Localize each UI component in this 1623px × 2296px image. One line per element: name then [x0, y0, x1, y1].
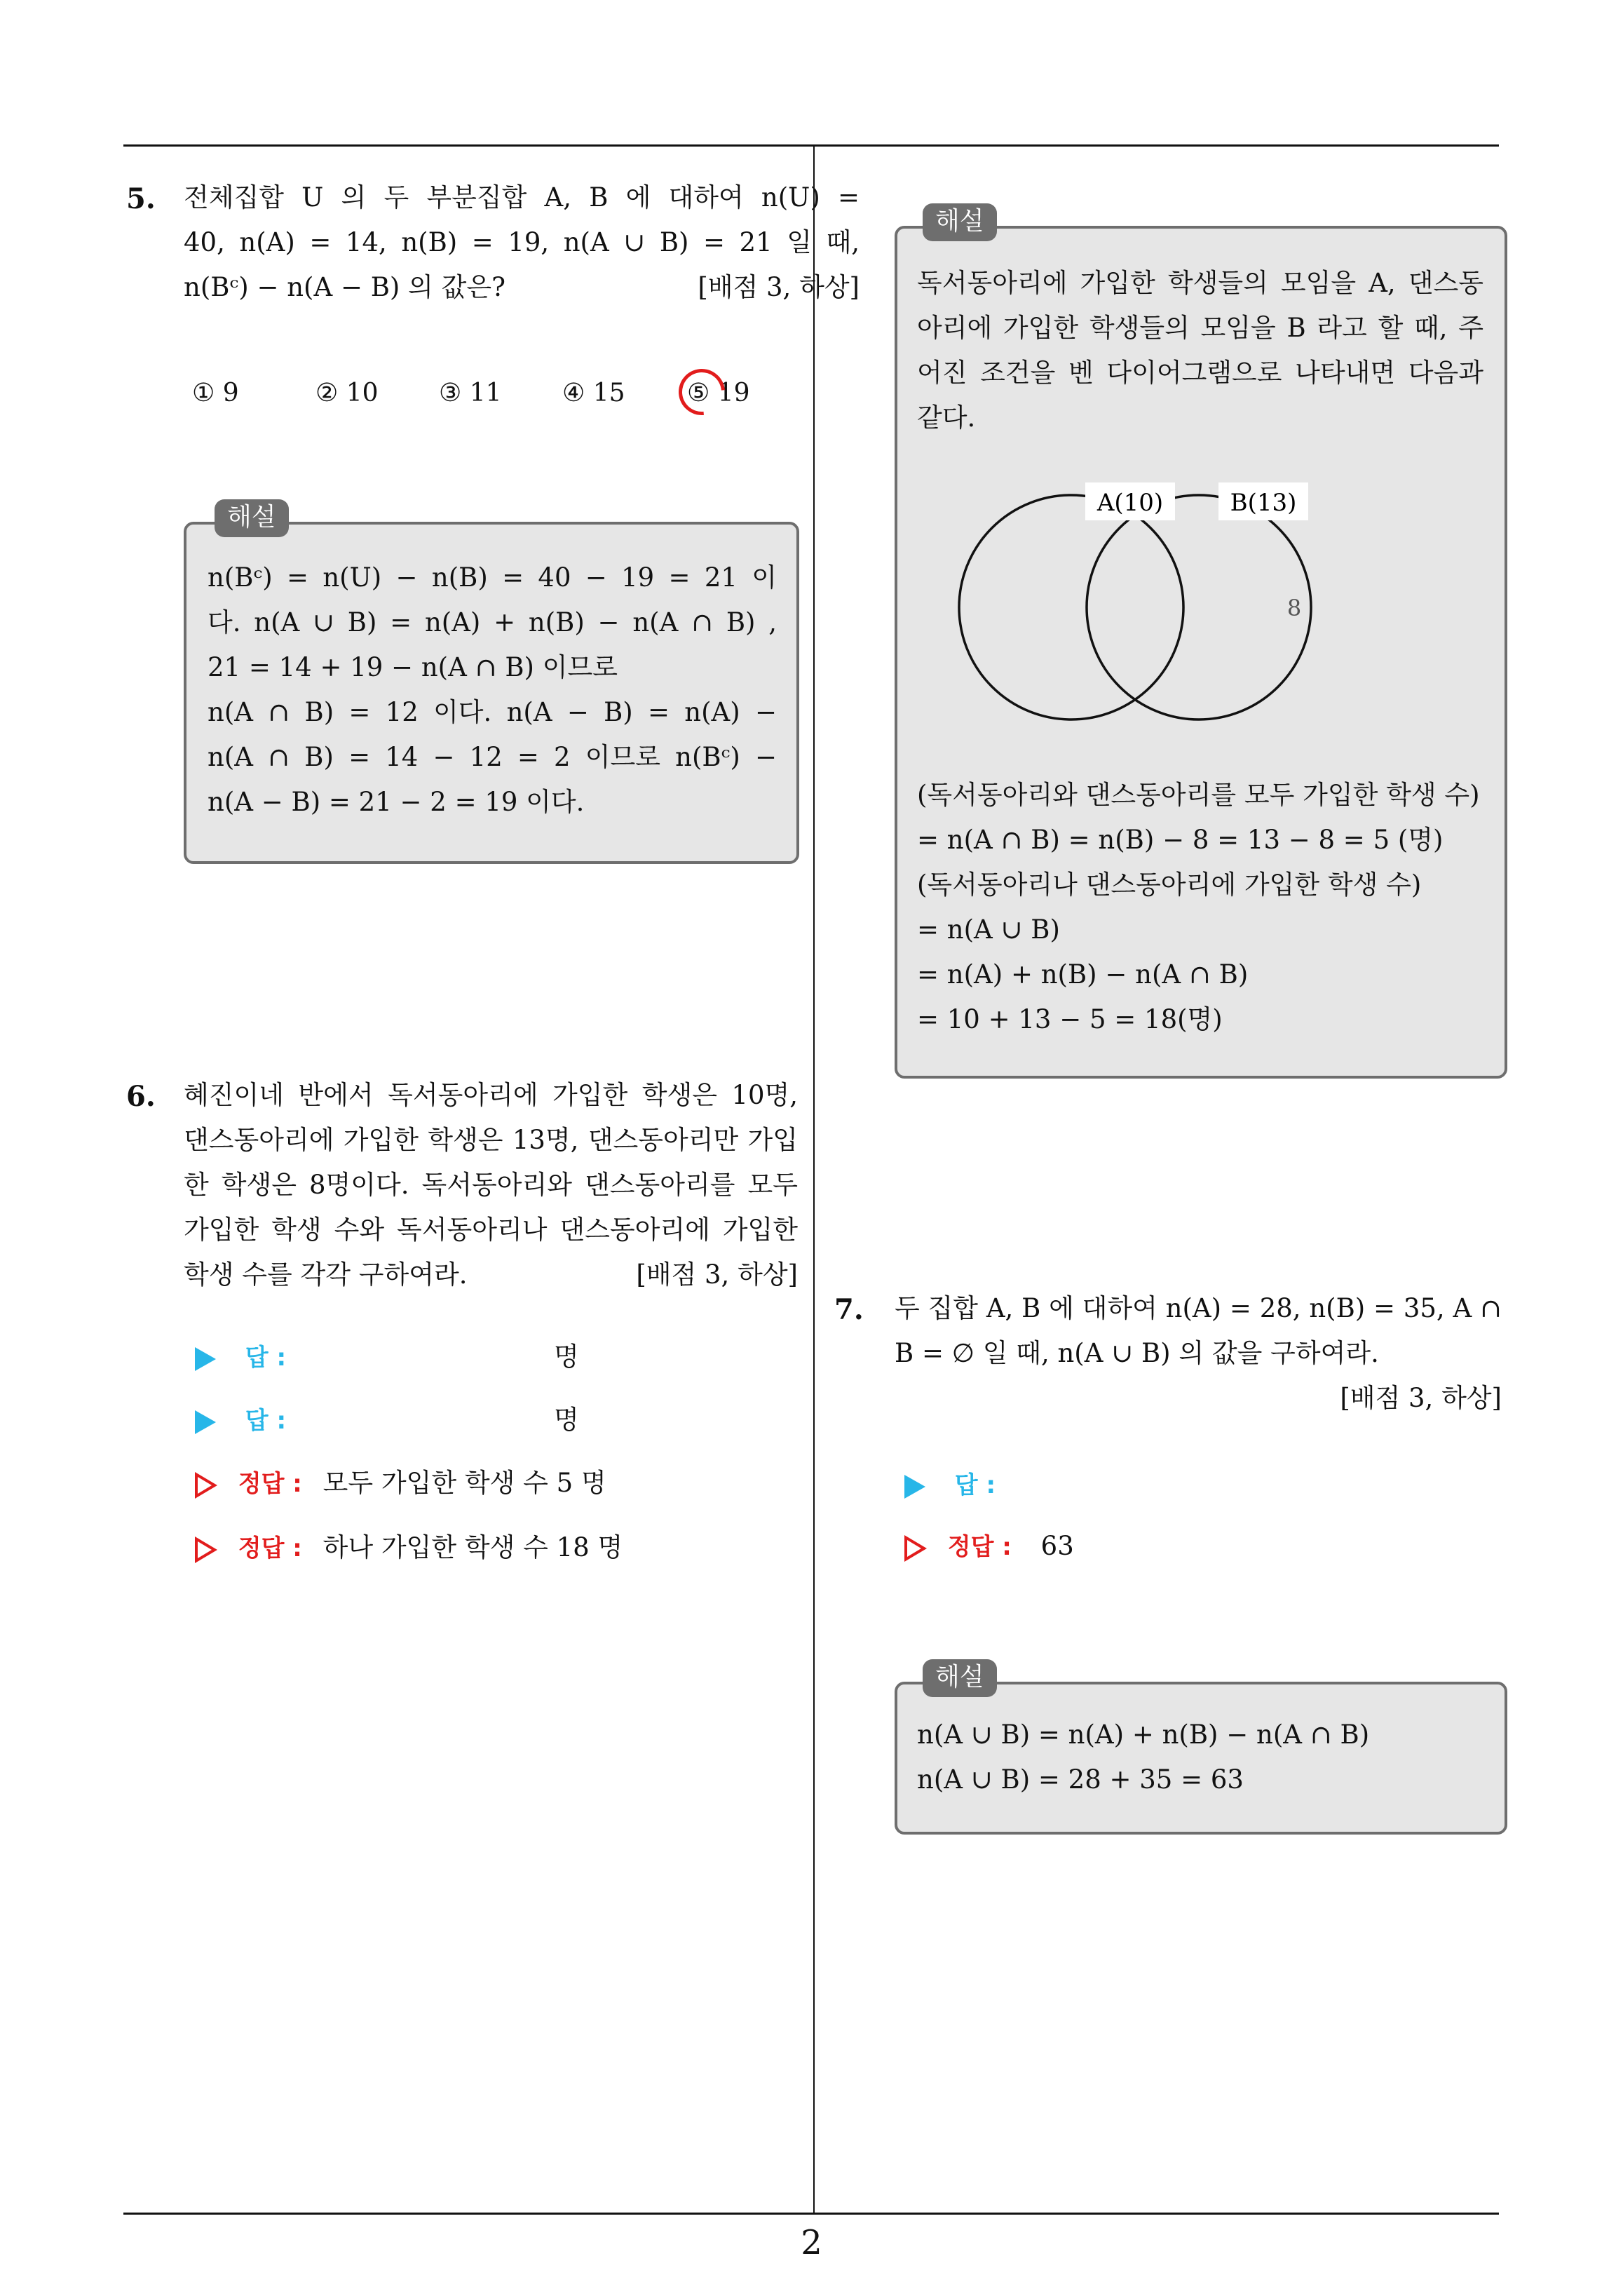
problem-text [184, 175, 860, 310]
problem-line: 댄스동아리에 가입한 학생은 13명, 댄스동아리만 가입 [184, 1125, 798, 1155]
correct-arrow-icon [195, 1537, 217, 1563]
solution-line: (독서동아리나 댄스동아리에 가입한 학생 수) [917, 870, 1422, 900]
solution-line: = n(A) + n(B) − n(A ∩ B) [917, 959, 1249, 990]
solution-line: 다. n(A ∪ B) = n(A) + n(B) − n(A ∩ B) , [208, 607, 777, 637]
solution-line: n(A ∩ B) = 14 − 12 = 2 이므로 n(Bᶜ) − [208, 742, 777, 772]
solution-line: = n(A ∩ B) = n(B) − 8 = 13 − 8 = 5 (명) [917, 825, 1444, 855]
correct-answer: 63 [1040, 1531, 1074, 1561]
solution-line: n(A ∪ B) = n(A) + n(B) − n(A ∩ B) [917, 1720, 1370, 1750]
solution-line: 독서동아리에 가입한 학생들의 모임을 A, 댄스동 [917, 268, 1483, 298]
choice-2[interactable]: ② 10 [315, 379, 379, 407]
venn-label-b: B(13) [1230, 489, 1297, 517]
score-label: [배점 3, 하상] [1340, 1383, 1502, 1413]
problem-number: 6. [126, 1080, 156, 1113]
solution-line: n(A − B) = 21 − 2 = 19 이다. [208, 787, 585, 817]
problem-text [895, 1286, 1502, 1421]
answer-unit: 명 [554, 1405, 579, 1435]
correct-label: 정답 : [238, 1470, 302, 1498]
solution-box-5 [184, 503, 799, 864]
problem-line [184, 265, 860, 310]
solution-box-6 [895, 207, 1507, 1079]
problem-line: 전체집합 U 의 두 부분집합 A, B 에 대하여 n(U) = [184, 182, 860, 212]
top-rule [123, 144, 1499, 147]
solution-line: n(A ∩ B) = 12 이다. n(A − B) = n(A) − [208, 697, 777, 727]
correct-answer-row-7 [904, 1529, 1074, 1564]
correct-arrow-icon [904, 1535, 927, 1562]
score-label: [배점 3, 하상] [698, 272, 860, 302]
solution-text [917, 773, 1483, 1042]
choice-5[interactable]: ⑤ 19 [687, 379, 750, 407]
page-number: 2 [801, 2223, 822, 2262]
problem-line: 가입한 학생 수와 독서동아리나 댄스동아리에 가입한 [184, 1215, 798, 1245]
solution-tag: 해설 [923, 1659, 997, 1697]
solution-text [208, 555, 777, 825]
answer-row-7[interactable] [904, 1467, 1395, 1502]
solution-line: 아리에 가입한 학생들의 모임을 B 라고 할 때, 주 [917, 313, 1483, 343]
correct-answer: 하나 가입한 학생 수 18 명 [322, 1532, 623, 1562]
answer-label: 답 : [245, 1344, 287, 1372]
problem-text [184, 1073, 798, 1297]
problem-line: B = ∅ 일 때, n(A ∪ B) 의 값을 구하여라. [895, 1338, 1379, 1368]
problem-line [184, 1252, 798, 1297]
problem-line: 혜진이네 반에서 독서동아리에 가입한 학생은 10명, [184, 1080, 798, 1110]
correct-answer-row-1 [195, 1466, 606, 1501]
solution-line: 어진 조건을 벤 다이어그램으로 나타내면 다음과 [917, 358, 1483, 388]
solution-tag: 해설 [215, 499, 289, 537]
bottom-rule [123, 2213, 1499, 2215]
column-divider [813, 144, 815, 2213]
solution-line: n(A ∪ B) = 28 + 35 = 63 [917, 1764, 1244, 1795]
correct-label: 정답 : [947, 1533, 1012, 1561]
answer-unit: 명 [554, 1342, 579, 1372]
venn-diagram [897, 229, 1505, 762]
solution-line: 21 = 14 + 19 − n(A ∩ B) 이므로 [208, 652, 618, 682]
solution-line: 같다. [917, 403, 976, 433]
problem-line: 40, n(A) = 14, n(B) = 19, n(A ∪ B) = 21 일 때, [184, 227, 860, 257]
correct-answer: 모두 가입한 학생 수 5 명 [322, 1468, 606, 1498]
answer-label: 답 : [245, 1407, 287, 1435]
problem-line-text: 학생 수를 각각 구하여라. [184, 1260, 468, 1290]
problem-line-text: n(Bᶜ) − n(A − B) 의 값은? [184, 272, 505, 302]
venn-label-a: A(10) [1096, 489, 1164, 517]
correct-label: 정답 : [238, 1534, 302, 1562]
choice-3[interactable]: ③ 11 [439, 379, 502, 407]
choice-4[interactable]: ④ 15 [562, 379, 625, 407]
answer-arrow-icon [195, 1410, 216, 1434]
answer-arrow-icon [195, 1347, 216, 1371]
venn-only-b-count: 8 [1286, 595, 1302, 621]
score-label: [배점 3, 하상] [636, 1260, 798, 1290]
solution-line: = n(A ∪ B) [917, 914, 1060, 945]
solution-line: = 10 + 13 − 5 = 18(명) [917, 1004, 1223, 1034]
selected-answer-circle-icon [670, 360, 735, 425]
choices-5 [192, 379, 795, 421]
venn-circle-b [1087, 495, 1311, 720]
venn-circle-a [959, 495, 1183, 720]
solution-tag: 해설 [923, 203, 997, 241]
problem-line: 두 집합 A, B 에 대하여 n(A) = 28, n(B) = 35, A ∩ [895, 1293, 1502, 1323]
problem-number: 5. [126, 182, 156, 215]
answer-arrow-icon [904, 1475, 925, 1499]
problem-line [895, 1376, 1502, 1421]
solution-box-7 [895, 1663, 1507, 1835]
correct-answer-row-2 [195, 1530, 623, 1565]
correct-arrow-icon [195, 1472, 217, 1499]
solution-text [917, 1713, 1483, 1802]
answer-label: 답 : [954, 1471, 996, 1499]
problem-line: 한 학생은 8명이다. 독서동아리와 댄스동아리를 모두 [184, 1170, 798, 1200]
solution-line: n(Bᶜ) = n(U) − n(B) = 40 − 19 = 21 이 [208, 562, 777, 593]
choice-1[interactable]: ① 9 [192, 379, 239, 407]
answer-row-1[interactable] [195, 1339, 588, 1375]
solution-line: (독서동아리와 댄스동아리를 모두 가입한 학생 수) [917, 780, 1480, 810]
problem-number: 7. [834, 1293, 864, 1326]
answer-row-2[interactable] [195, 1403, 588, 1438]
